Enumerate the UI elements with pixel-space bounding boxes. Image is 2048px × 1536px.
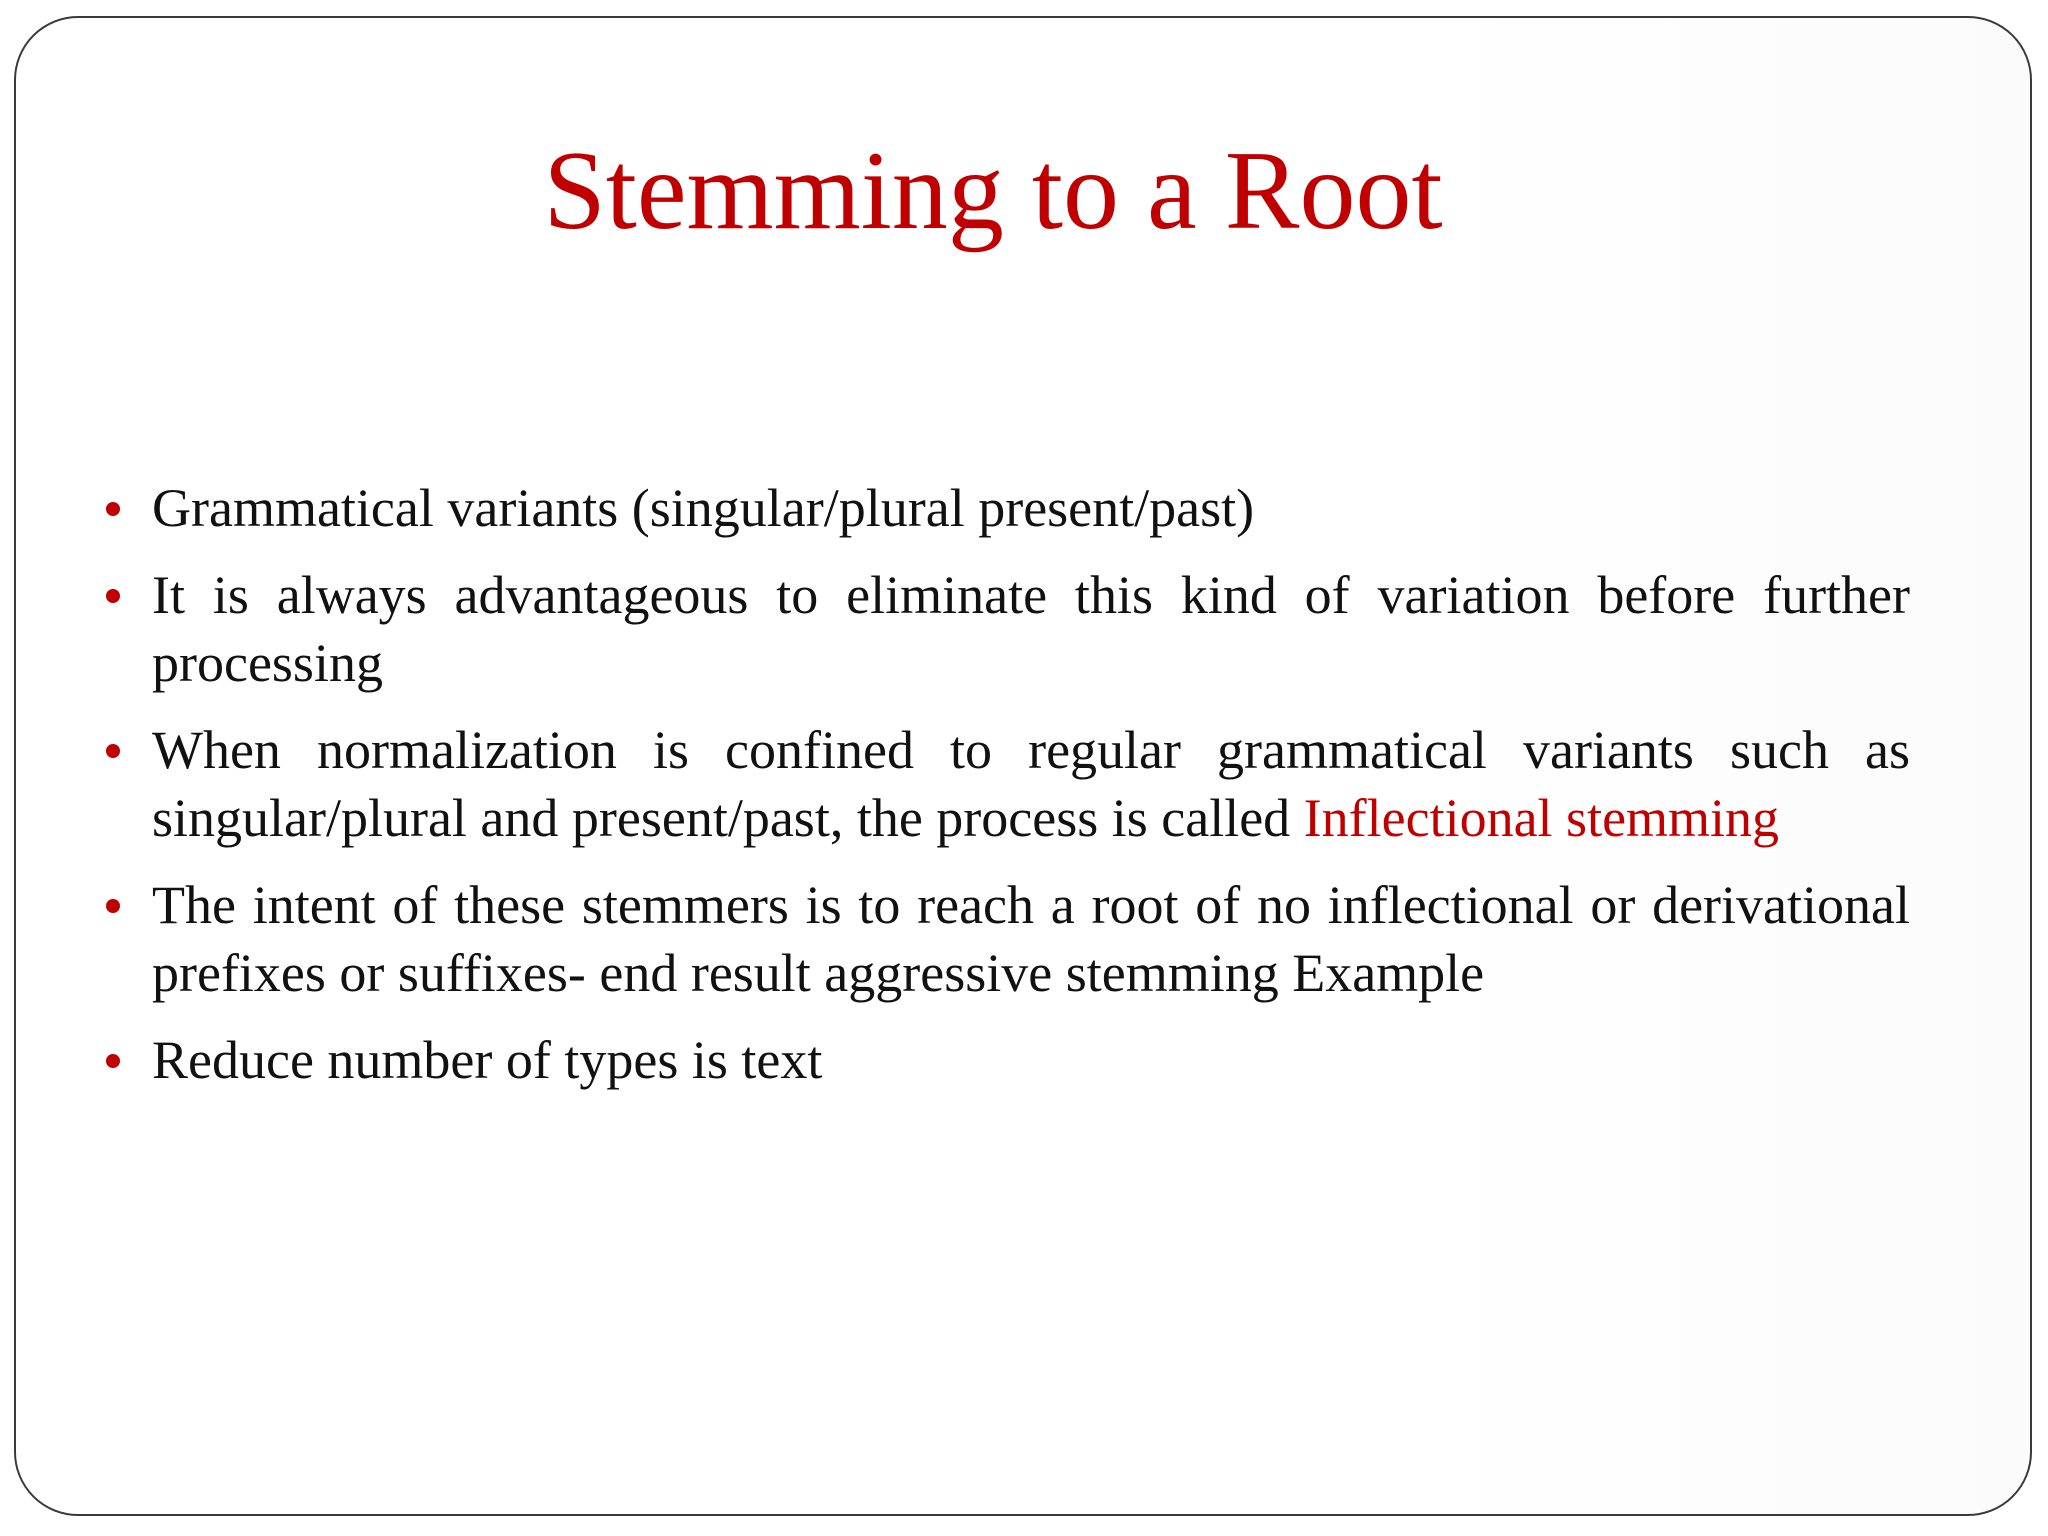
bullet-dot-icon	[106, 899, 120, 913]
bullet-item	[152, 561, 1910, 697]
bullet-dot-icon	[106, 744, 120, 758]
bullet-text: It is always advantageous to eliminate this kind of variation before further processing	[152, 565, 1910, 693]
slide-title: Stemming to a Root	[543, 129, 1443, 253]
bullet-item	[152, 716, 1910, 852]
bullet-dot-icon	[106, 1054, 120, 1068]
bullet-dot-icon	[106, 502, 120, 516]
bullet-text: Grammatical variants (singular/plural present/past)	[152, 478, 1255, 538]
bullet-text: When normalization is confined to regular grammatical variants such as singular/plural and present/past, the process is called	[152, 720, 1910, 848]
slide	[14, 16, 2032, 1516]
bullet-item	[152, 871, 1910, 1007]
bullet-list	[152, 474, 1910, 1113]
bullet-item	[152, 1026, 1910, 1094]
bullet-dot-icon	[106, 589, 120, 603]
bullet-item	[152, 474, 1910, 542]
bullet-text: Reduce number of types is text	[152, 1030, 823, 1090]
highlighted-term: Inflectional stemming	[1303, 788, 1780, 848]
bullet-text: The intent of these stemmers is to reach a root of no inflectional or derivational prefixes or suffixes- end result aggressive stemming Example	[152, 875, 1910, 1003]
